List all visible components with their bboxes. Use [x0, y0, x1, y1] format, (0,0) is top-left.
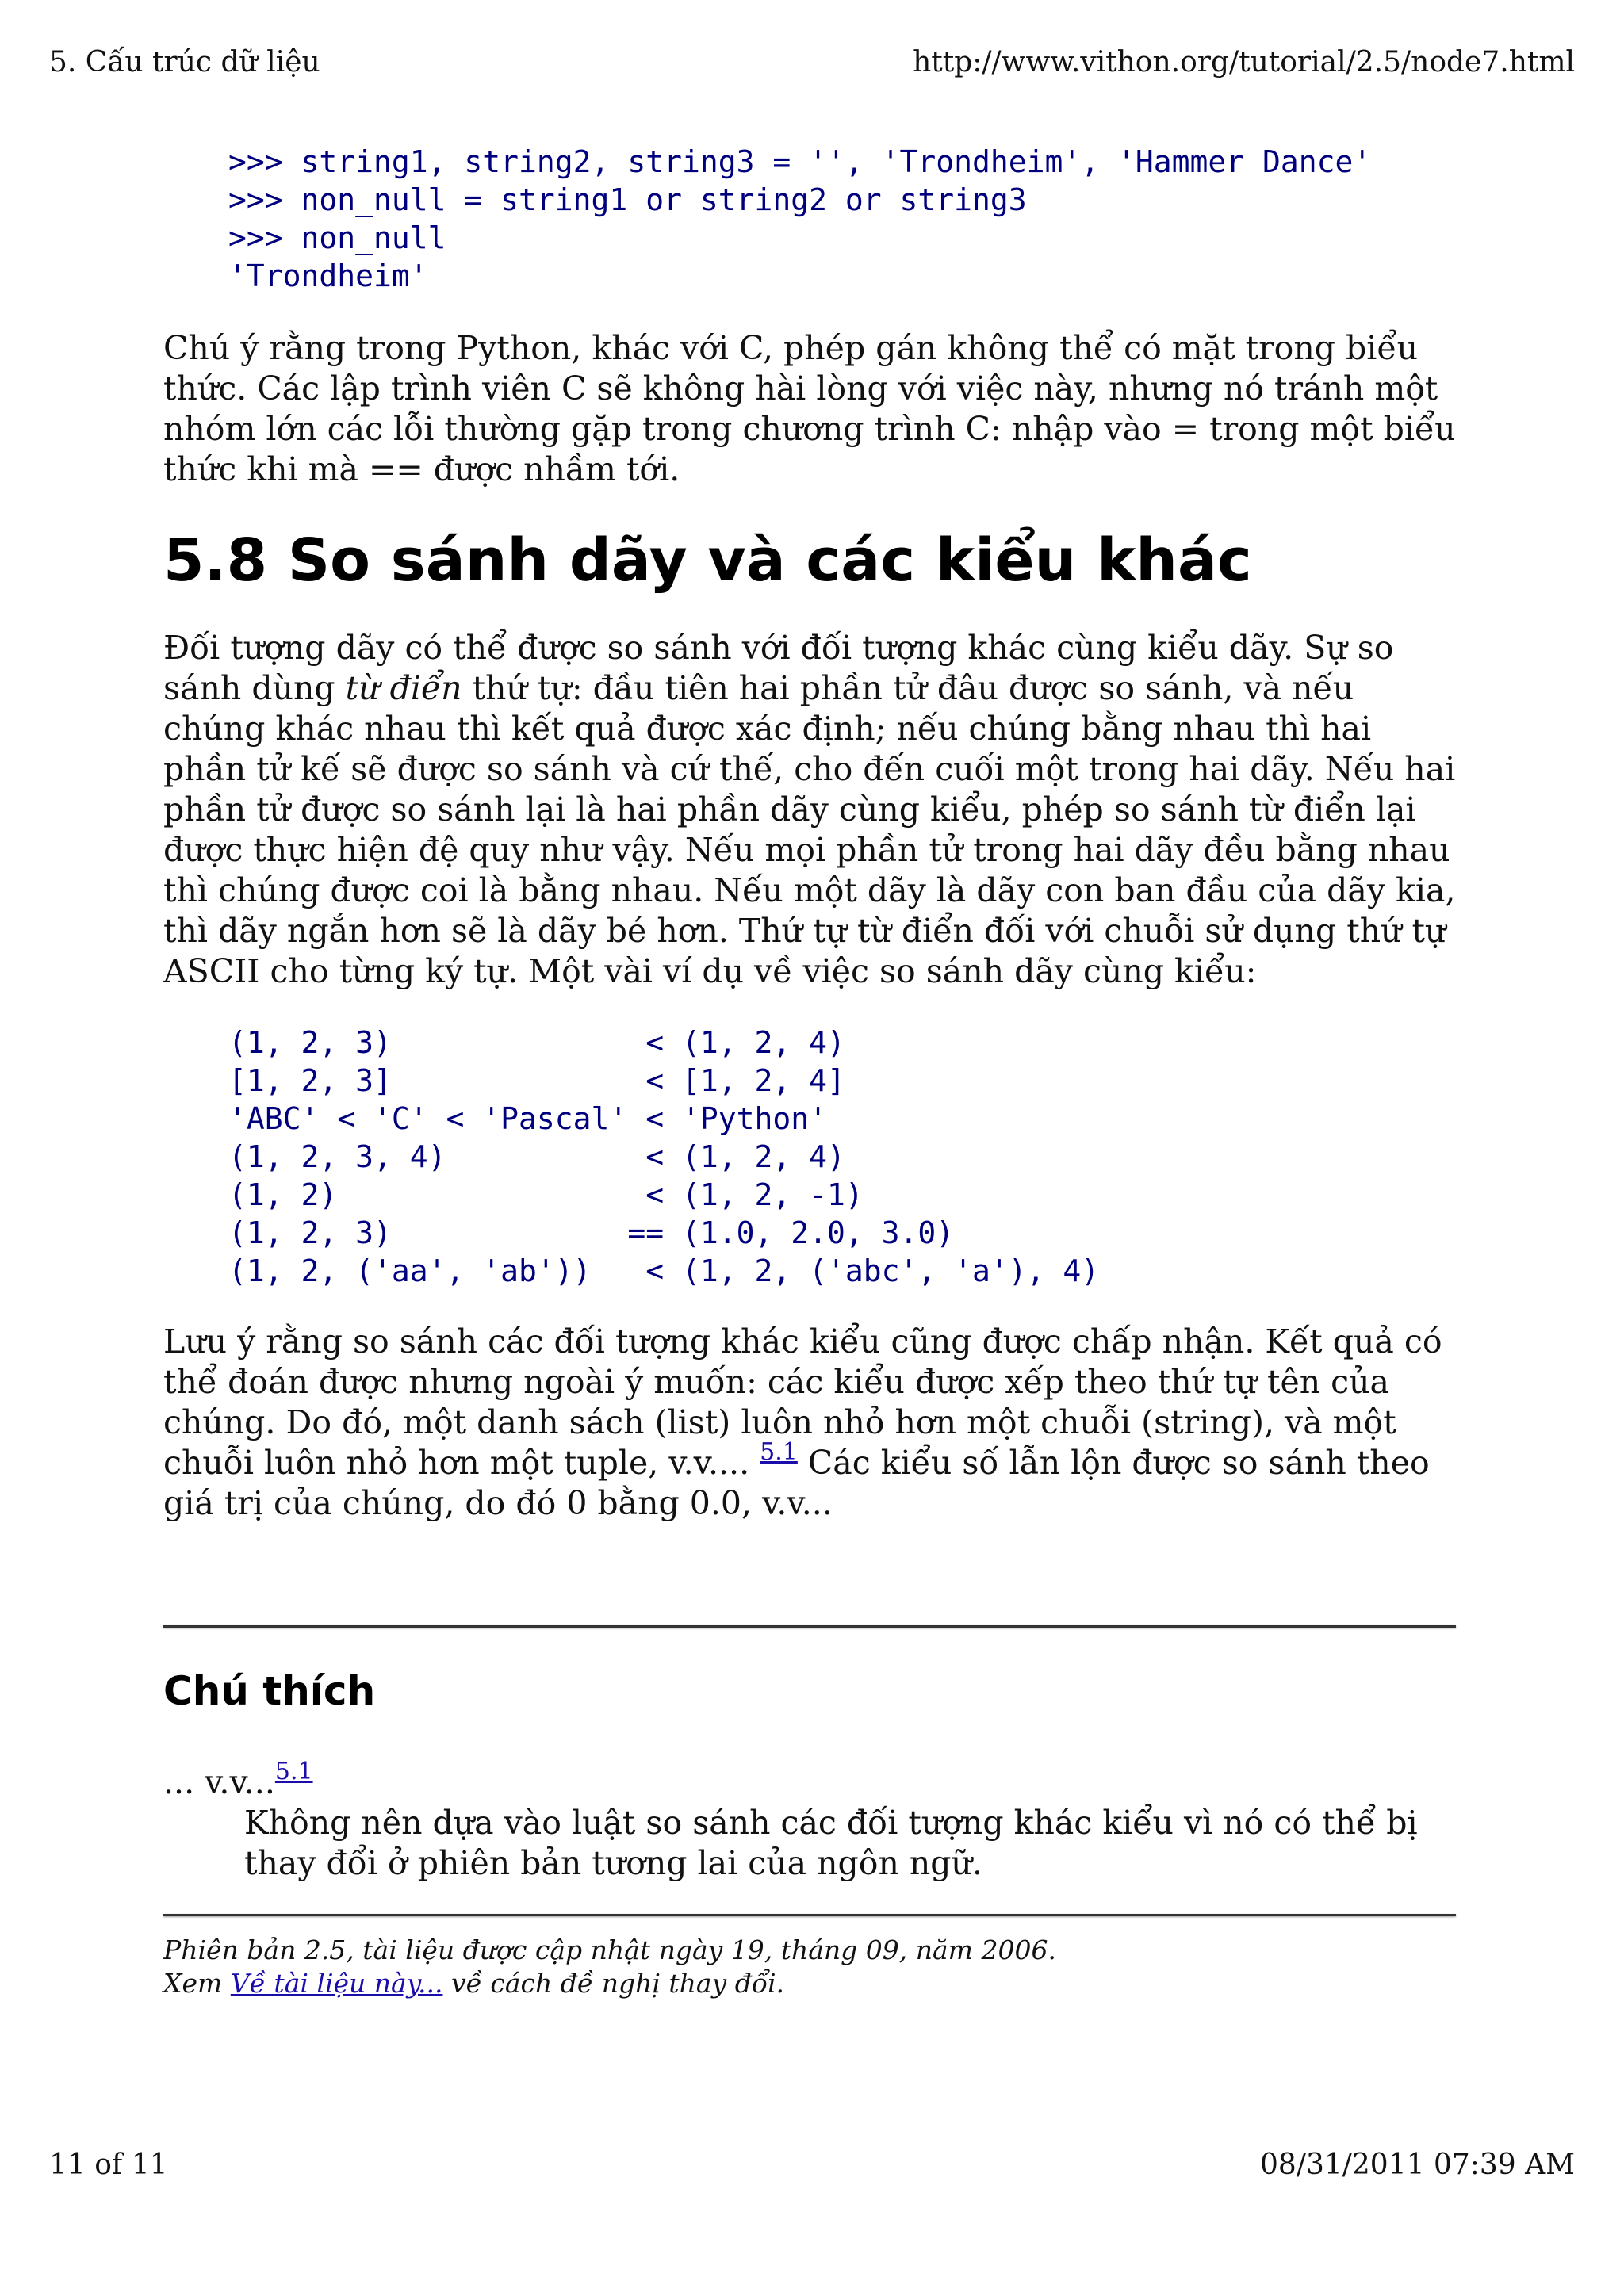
code-block-or-example: [228, 143, 1456, 295]
code-line: (1, 2) < (1, 2, -1): [228, 1177, 864, 1212]
print-header-title: 5. Cấu trúc dữ liệu: [49, 46, 320, 78]
footnote-definition: Không nên dựa vào luật so sánh các đối tượng khác kiểu vì nó có thể bị thay đổi ở phiên bản tương lai của ngôn ngữ.: [244, 1804, 1418, 1882]
code-line: (1, 2, 3, 4) < (1, 2, 4): [228, 1139, 845, 1174]
footnote-back-link[interactable]: 5.1: [274, 1758, 313, 1785]
print-datetime: 08/31/2011 07:39 AM: [1260, 2149, 1575, 2181]
version-line: Phiên bản 2.5, tài liệu được cập nhật ngày 19, tháng 09, năm 2006.: [163, 1934, 1056, 1965]
footnote-term: [163, 1758, 1456, 1803]
mixed-types-paragraph: [163, 1322, 1456, 1524]
footnote-term-text: ... v.v...: [163, 1763, 275, 1801]
code-line: (1, 2, ('aa', 'ab')) < (1, 2, ('abc', 'a'), 4): [228, 1253, 1100, 1288]
footnote-entry: [163, 1758, 1456, 1884]
feedback-line: [163, 1967, 1456, 2000]
code-line: >>> non_null: [228, 220, 446, 255]
version-divider: [163, 1914, 1456, 1916]
about-document-link[interactable]: Về tài liệu này...: [230, 1968, 443, 1999]
print-header: [49, 46, 1575, 86]
feedback-suffix: về cách đề nghị thay đổi.: [442, 1968, 785, 1999]
footnotes-divider: [163, 1625, 1456, 1628]
print-footer: [49, 2149, 1575, 2188]
code-line: (1, 2, 3) == (1.0, 2.0, 3.0): [228, 1215, 955, 1250]
code-line: 'Trondheim': [228, 258, 428, 293]
paragraph-text: thứ tự: đầu tiên hai phần tử đâu được so sánh, và nếu chúng khác nhau thì kết quả được xác định; nếu chúng bằng nhau thì hai phần tử kế sẽ được so sánh và cứ thế, cho đến cuối một trong hai dãy. Nếu hai phần tử được so sánh lại là hai phần dãy cùng kiểu, phép so sánh từ điển lại được thực hiện đệ quy như vậy. Nếu mọi phần tử trong hai dãy đều bằng nhau thì chúng được coi là bằng nhau. Nếu một dãy là dãy con ban đầu của dãy kia, thì dãy ngắn hơn sẽ là dãy bé hơn. Thứ tự từ điển đối với chuỗi sử dụng thứ tự ASCII cho từng ký tự. Một vài ví dụ về việc so sánh dãy cùng kiểu:: [163, 669, 1456, 990]
assignment-note-paragraph: Chú ý rằng trong Python, khác với C, phép gán không thể có mặt trong biểu thức. Các lập trình viên C sẽ không hài lòng với việc này, nhưng nó tránh một nhóm lớn các lỗi thường gặp trong chương trình C: nhập vào = trong một biểu thức khi mà == được nhầm tới.: [163, 329, 1456, 488]
code-line: >>> non_null = string1 or string2 or string3: [228, 182, 1027, 217]
code-line: (1, 2, 3) < (1, 2, 4): [228, 1025, 845, 1060]
code-line: >>> string1, string2, string3 = '', 'Trondheim', 'Hammer Dance': [228, 144, 1372, 179]
paragraph-text: Đối tượng dãy có thể được so sánh với đối tượng khác cùng kiểu dãy. Sự so sánh dùng: [163, 629, 1394, 707]
code-line: 'ABC' < 'C' < 'Pascal' < 'Python': [228, 1101, 827, 1136]
code-line: [1, 2, 3] < [1, 2, 4]: [228, 1063, 845, 1098]
page-content: [163, 143, 1456, 2000]
feedback-prefix: Xem: [163, 1968, 231, 1999]
page-number: 11 of 11: [49, 2149, 168, 2181]
paragraph-text: Các kiểu số lẫn lộn được so sánh theo giá trị của chúng, do đó 0 bằng 0.0, v.v...: [163, 1444, 1430, 1522]
version-note: [163, 1934, 1456, 2000]
comparison-examples-code: [228, 1024, 1456, 1290]
footnote-link[interactable]: 5.1: [760, 1438, 798, 1466]
sequence-comparison-paragraph: [163, 628, 1456, 992]
emphasis-text: từ điển: [345, 669, 462, 707]
section-title: 5.8 So sánh dãy và các kiểu khác: [163, 526, 1252, 595]
footnotes-heading: Chú thích: [163, 1668, 376, 1714]
print-header-url: http://www.vithon.org/tutorial/2.5/node7.html: [913, 46, 1575, 78]
paragraph-text: Lưu ý rằng so sánh các đối tượng khác kiểu cũng được chấp nhận. Kết quả có thể đoán được nhưng ngoài ý muốn: các kiểu được xếp theo thứ tự tên của chúng. Do đó, một danh sách (list) luôn nhỏ hơn một chuỗi (string), và một chuỗi luôn nhỏ hơn một tuple, v.v....: [163, 1322, 1442, 1482]
